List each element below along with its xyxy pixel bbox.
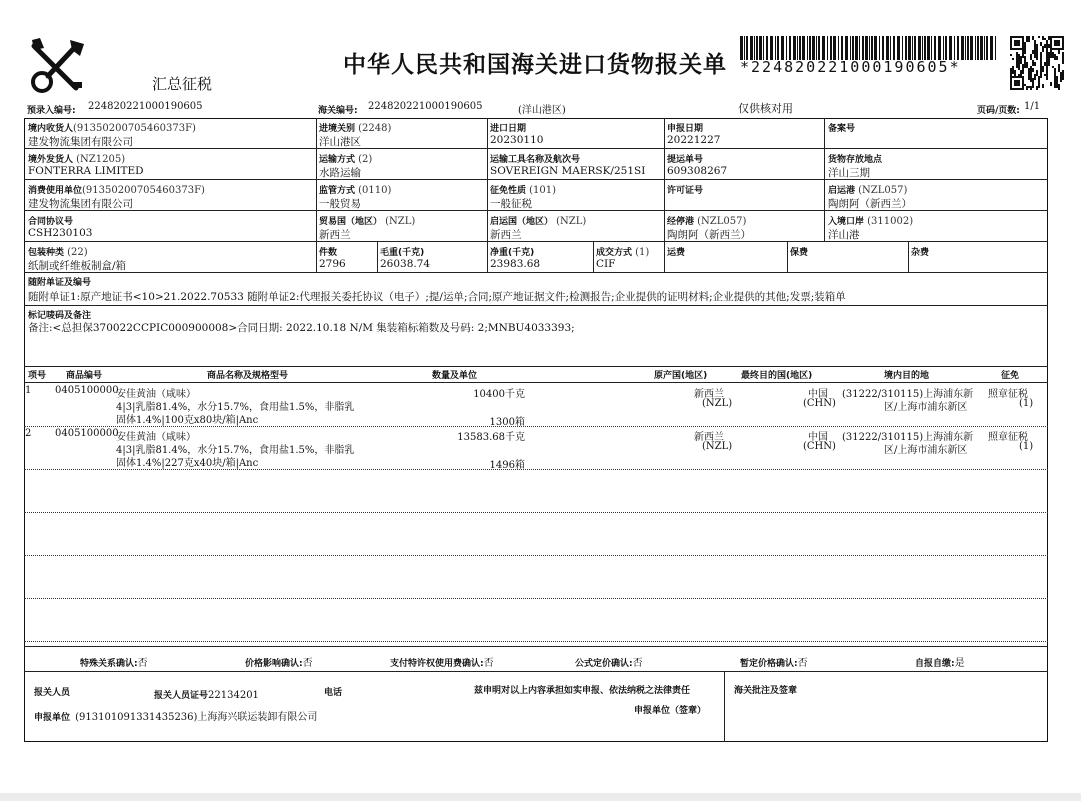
storage-label: 货物存放地点 <box>828 155 883 165</box>
col-levy-header: 征免 <box>1001 371 1020 381</box>
row-dest-code: (CHN) <box>803 441 836 452</box>
bill-no-label: 提运单号 <box>667 155 704 165</box>
customs-approval-label: 海关批注及签章 <box>734 686 798 696</box>
viewer-bottom-bar <box>0 793 1081 801</box>
preentry-number: 224820221000190605 <box>88 101 203 112</box>
row-origin: 新西兰 <box>694 432 724 443</box>
row-dest-code: (CHN) <box>803 398 836 409</box>
origin-country-label: 启运国（地区） (NZL) <box>490 216 587 227</box>
col-domestic-header: 境内目的地 <box>884 371 930 381</box>
deal-value: CIF <box>596 258 616 270</box>
barcode-icon <box>740 36 998 60</box>
transport-mode-value: 水路运输 <box>319 167 361 179</box>
docs-label: 随附单证及编号 <box>28 278 92 288</box>
trade-country-value: 新西兰 <box>319 229 351 241</box>
col-dest-header: 最终目的国(地区) <box>741 371 813 381</box>
storage-value: 洋山三期 <box>828 167 870 179</box>
declarant-label: 报关人员 <box>34 688 71 698</box>
row-levy-code: (1) <box>1019 398 1034 409</box>
row-origin-code: (NZL) <box>702 398 733 409</box>
marks-value: 备注:<总担保370022CCPIC000900008>合同日期: 2022.10.18 N/M 集装箱标箱数及号码: 2;MNBU4033393; <box>28 322 575 334</box>
misc-fee-label: 杂费 <box>911 248 930 258</box>
origin-country-value: 新西兰 <box>490 229 522 241</box>
page-title: 中华人民共和国海关进口货物报关单 <box>343 52 727 78</box>
net-weight-label: 净重(千克) <box>490 248 535 258</box>
row-dest: 中国 <box>808 389 828 400</box>
entry-port-value: 洋山港 <box>828 229 860 241</box>
insurance-label: 保费 <box>790 248 809 258</box>
departure-port-value: 陶朗阿（新西兰） <box>828 198 912 210</box>
row-spec-line1: 4|3|乳脂81.4%，水分15.7%，食用盐1.5%，非脂乳 <box>116 402 355 413</box>
import-port-value: 洋山港区 <box>319 136 361 148</box>
trade-country-label: 贸易国（地区） (NZL) <box>319 216 416 227</box>
row-qty-boxes: 1300箱 <box>489 417 525 428</box>
package-value: 纸制或纤维板制盒/箱 <box>28 260 127 272</box>
col-seq-header: 项号 <box>28 371 47 381</box>
transport-mode-label: 运输方式 (2) <box>319 154 373 165</box>
declare-date-label: 申报日期 <box>667 124 704 134</box>
net-weight-value: 23983.68 <box>490 258 541 270</box>
row-origin: 新西兰 <box>694 389 724 400</box>
customs-number-label: 海关编号: <box>318 106 358 116</box>
levy-nature-label: 征免性质 (101) <box>490 185 557 196</box>
gross-weight-value: 26038.74 <box>380 258 431 270</box>
import-port-label: 进境关别 (2248) <box>319 123 392 134</box>
row-levy: 照章征税 <box>988 432 1028 443</box>
deal-label: 成交方式 (1) <box>596 247 650 258</box>
col-name-header: 商品名称及规格型号 <box>207 371 289 381</box>
row-levy-code: (1) <box>1019 441 1034 452</box>
bill-no-value: 609308267 <box>667 165 728 177</box>
docs-value: 随附单证1:原产地证书<10>21.2022.70533 随附单证2:代理报关委托协议（电子）;提/运单;合同;原产地证据文件;检测报告;企业提供的证明材料;企业提供的其他;发票;装箱单 <box>28 291 846 303</box>
row-seq: 2 <box>25 428 32 439</box>
declare-date-value: 20221227 <box>667 134 721 146</box>
row-qty-weight: 13583.68千克 <box>457 432 525 443</box>
entry-port-label: 入境口岸 (311002) <box>828 216 914 227</box>
row-dest: 中国 <box>808 432 828 443</box>
license-label: 许可证号 <box>667 186 704 196</box>
customs-number: 224820221000190605 <box>368 101 483 112</box>
row-qty-weight: 10400千克 <box>473 389 525 400</box>
pieces-label: 件数 <box>319 248 338 258</box>
declarant-cert: 报关人员证号22134201 <box>154 690 259 701</box>
shipper-value: FONTERRA LIMITED <box>28 165 144 177</box>
row-code: 0405100000 <box>55 385 119 396</box>
price-impact-confirm: 价格影响确认:否 <box>245 658 313 669</box>
import-date-value: 20230110 <box>490 134 544 146</box>
preentry-label: 预录入编号: <box>27 106 76 116</box>
formula-pricing-confirm: 公式定价确认:否 <box>575 658 643 669</box>
summary-tax-label: 汇总征税 <box>152 75 213 93</box>
page-value: 1/1 <box>1024 101 1041 112</box>
row-origin-code: (NZL) <box>702 441 733 452</box>
transit-port-label: 经停港 (NZL057) <box>667 216 747 227</box>
row-spec-line2: 固体1.4%|100克x80块/箱|Anc <box>116 415 259 426</box>
levy-nature-value: 一般征税 <box>490 198 532 210</box>
royalty-confirm: 支付特许权使用费确认:否 <box>390 658 494 669</box>
row-levy: 照章征税 <box>988 389 1028 400</box>
phone-label: 电话 <box>324 688 343 698</box>
row-domestic-line1: (31222/310115)上海浦东新 <box>842 389 974 400</box>
self-pay-confirm: 自报自缴:是 <box>915 658 965 669</box>
consumer-value: 建发物流集团有限公司 <box>28 198 133 210</box>
contract-label: 合同协议号 <box>28 217 74 227</box>
col-code-header: 商品编号 <box>66 371 103 381</box>
row-domestic-line2: 区/上海市浦东新区 <box>884 445 968 456</box>
row-spec-line1: 4|3|乳脂81.4%，水分15.7%，食用盐1.5%，非脂乳 <box>116 445 355 456</box>
marks-label: 标记唛码及备注 <box>28 311 92 321</box>
transit-port-value: 陶朗阿（新西兰） <box>667 229 751 241</box>
row-spec-line2: 固体1.4%|227克x40块/箱|Anc <box>116 458 259 469</box>
departure-port-label: 启运港 (NZL057) <box>828 185 908 196</box>
contract-value: CSH230103 <box>28 227 93 239</box>
customs-emblem-icon <box>26 36 88 98</box>
row-domestic-line1: (31222/310115)上海浦东新 <box>842 432 974 443</box>
row-domestic-line2: 区/上海市浦东新区 <box>884 402 968 413</box>
row-code: 0405100000 <box>55 428 119 439</box>
row-name: 安佳黄油（咸味） <box>116 432 196 443</box>
vessel-label: 运输工具名称及航次号 <box>490 155 581 165</box>
reference-note: 仅供核对用 <box>738 102 793 115</box>
qr-code-icon <box>1010 36 1064 90</box>
supervision-value: 一般贸易 <box>319 198 361 210</box>
port-area: (洋山港区) <box>518 105 566 116</box>
consumer-label: 消费使用单位(91350200705460373F) <box>28 185 205 196</box>
declare-unit: 申报单位 (913101091331435236)上海海兴联运装卸有限公司 <box>34 712 318 723</box>
consignee-label: 境内收货人(91350200705460373F) <box>28 123 196 134</box>
declare-unit-seal: 申报单位（签章） <box>634 706 707 716</box>
pieces-value: 2796 <box>319 258 346 270</box>
special-relation-confirm: 特殊关系确认:否 <box>80 658 148 669</box>
package-label: 包装种类 (22) <box>28 247 88 258</box>
page-label: 页码/页数: <box>977 106 1020 116</box>
col-origin-header: 原产国(地区) <box>654 371 708 381</box>
row-qty-boxes: 1496箱 <box>489 460 525 471</box>
col-qty-header: 数量及单位 <box>432 371 478 381</box>
declaration-statement: 兹申明对以上内容承担如实申报、依法纳税之法律责任 <box>474 686 691 696</box>
barcode-text: *224820221000190605* <box>740 58 961 76</box>
freight-label: 运费 <box>667 248 686 258</box>
provisional-price-confirm: 暂定价格确认:否 <box>740 658 808 669</box>
row-name: 安佳黄油（咸味） <box>116 389 196 400</box>
consignee-value: 建发物流集团有限公司 <box>28 136 133 148</box>
supervision-label: 监管方式 (0110) <box>319 185 392 196</box>
row-seq: 1 <box>25 385 32 396</box>
shipper-label: 境外发货人 (NZ1205) <box>28 154 126 165</box>
gross-weight-label: 毛重(千克) <box>380 248 425 258</box>
vessel-value: SOVEREIGN MAERSK/251SI <box>490 165 646 177</box>
import-date-label: 进口日期 <box>490 124 527 134</box>
record-no-label: 备案号 <box>828 124 856 134</box>
